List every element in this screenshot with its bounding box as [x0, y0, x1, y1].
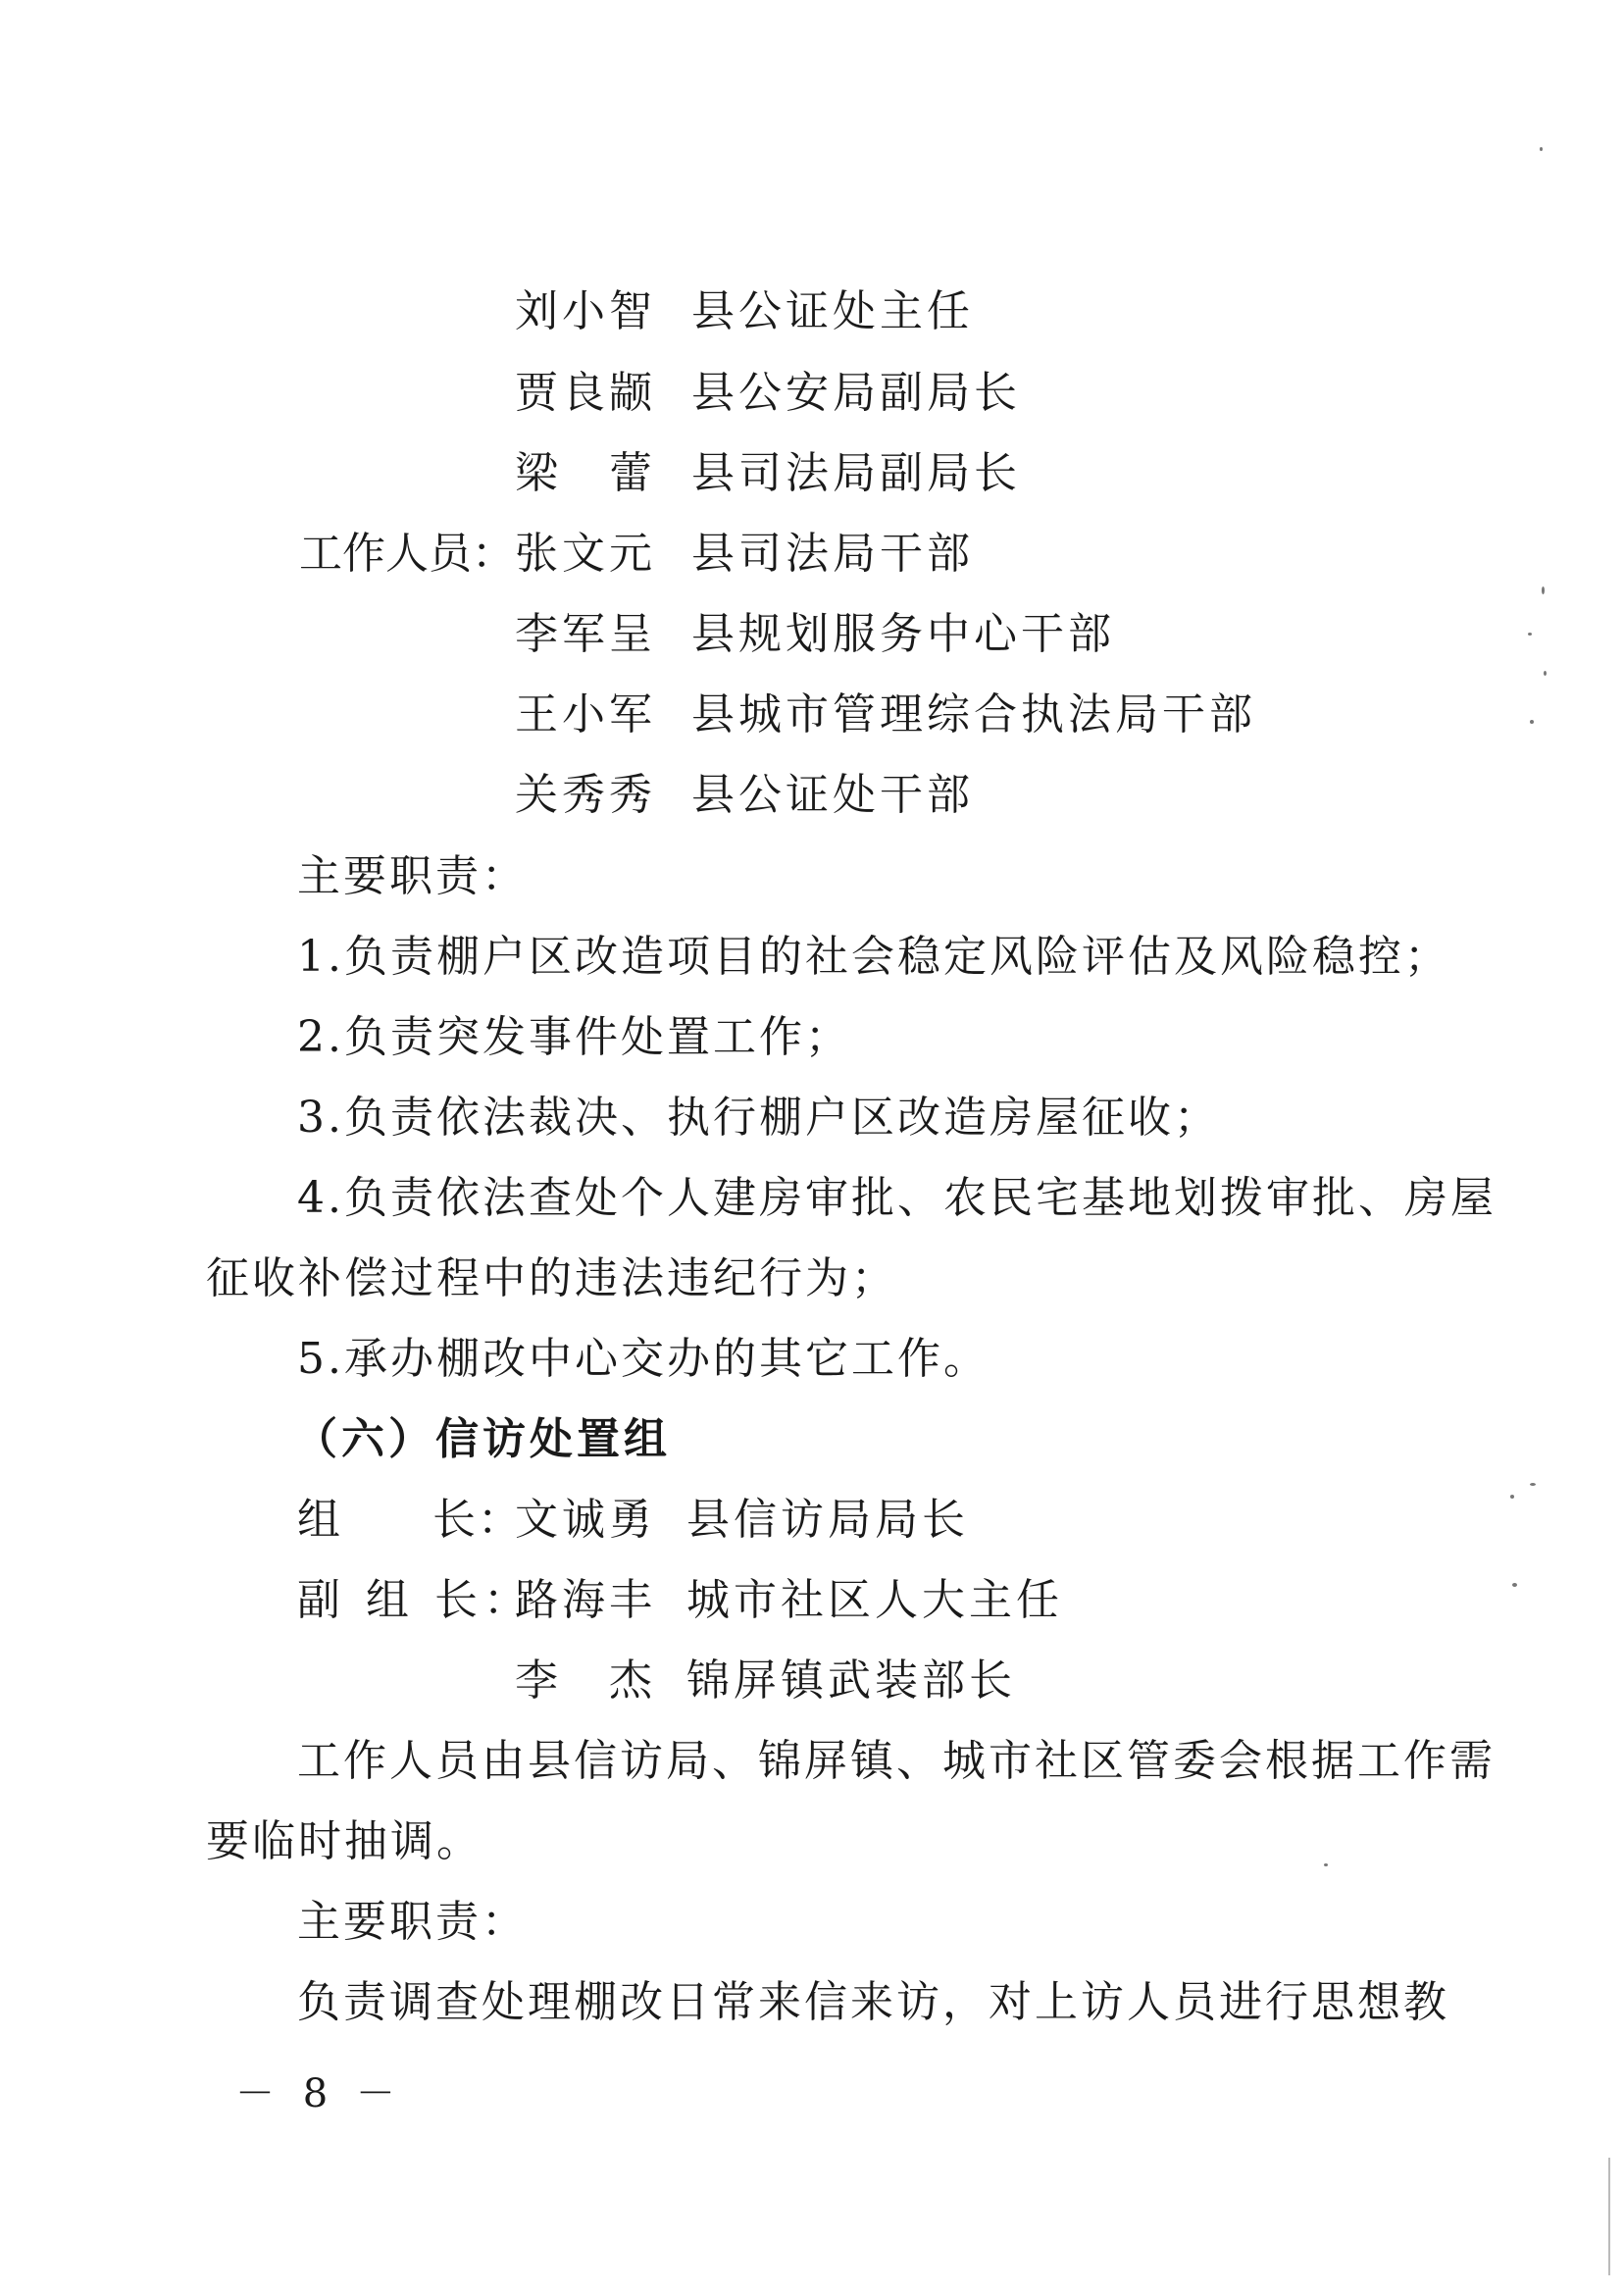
duty-item: 5.承办棚改中心交办的其它工作。 — [297, 1334, 990, 1384]
duties-heading: 主要职责： — [297, 851, 528, 901]
staff-title: 县规划服务中心干部 — [691, 609, 1115, 659]
member-name: 刘小智 — [515, 286, 656, 336]
scan-speck — [1542, 586, 1545, 594]
member-name: 贾良颛 — [515, 368, 656, 418]
duty-item-continuation: 征收补偿过程中的违法违纪行为； — [206, 1253, 897, 1303]
deputy-name: 路海丰 — [515, 1575, 656, 1625]
staff-name: 张文元 — [515, 529, 656, 579]
deputy-title: 锦屏镇武装部长 — [686, 1656, 1016, 1706]
duty-paragraph: 负责调查处理棚改日常来信来访，对上访人员进行思想教 — [297, 1977, 1449, 2027]
scan-speck — [1528, 633, 1532, 636]
page-number: － 8 － — [235, 2071, 403, 2116]
scan-speck — [1540, 147, 1543, 151]
staff-name: 关秀秀 — [515, 770, 656, 820]
duties-heading: 主要职责： — [297, 1897, 528, 1947]
scan-speck — [1530, 720, 1534, 724]
duty-item: 1.负责棚户区改造项目的社会稳定风险评估及风险稳控； — [297, 932, 1450, 982]
duty-item: 2.负责突发事件处置工作； — [297, 1012, 851, 1062]
scan-speck — [1530, 1483, 1536, 1486]
member-name: 梁 蕾 — [515, 448, 656, 498]
duty-item: 4.负责依法查处个人建房审批、农民宅基地划拨审批、房屋 — [297, 1173, 1497, 1223]
deputy-title: 城市社区人大主任 — [686, 1575, 1063, 1625]
leader-label: 组 长： — [297, 1495, 523, 1545]
staff-title: 县司法局干部 — [691, 529, 974, 579]
staff-note: 工作人员由县信访局、锦屏镇、城市社区管委会根据工作需 — [297, 1736, 1496, 1786]
staff-title: 县公证处干部 — [691, 770, 974, 820]
staff-note-continuation: 要临时抽调。 — [206, 1816, 482, 1866]
section-heading: （六）信访处置组 — [294, 1414, 671, 1464]
member-title: 县司法局副局长 — [691, 448, 1021, 498]
scan-speck — [1544, 671, 1547, 676]
deputy-label: 副 组 长： — [297, 1575, 533, 1625]
member-title: 县公安局副局长 — [691, 368, 1021, 418]
leader-title: 县信访局局长 — [686, 1495, 969, 1545]
scan-speck — [1512, 1583, 1517, 1587]
deputy-name: 李 杰 — [515, 1656, 656, 1706]
staff-name: 李军呈 — [515, 609, 656, 659]
scan-edge-mark — [1608, 2158, 1610, 2275]
member-title: 县公证处主任 — [691, 286, 974, 336]
staff-title: 县城市管理综合执法局干部 — [691, 689, 1256, 739]
scan-speck — [1324, 1863, 1328, 1866]
staff-name: 王小军 — [515, 689, 656, 739]
leader-name: 文诚勇 — [515, 1495, 656, 1545]
duty-item: 3.负责依法裁决、执行棚户区改造房屋征收； — [297, 1093, 1220, 1143]
staff-label: 工作人员： — [299, 529, 515, 579]
scan-speck — [1510, 1495, 1514, 1499]
